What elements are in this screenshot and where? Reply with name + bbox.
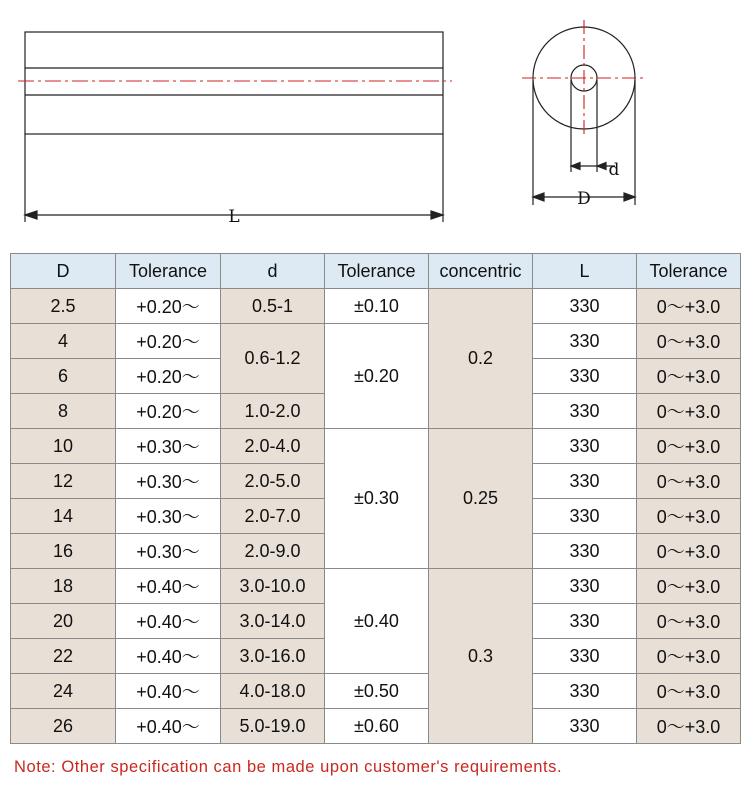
cell-L: 330 [533, 464, 637, 499]
cell-d: 0.6-1.2 [221, 324, 325, 394]
cell-d-tolerance: ±0.50 [325, 674, 429, 709]
cell-D: 8 [11, 394, 116, 429]
header-d: d [221, 254, 325, 289]
cell-D-tolerance: +0.40～ [116, 674, 221, 709]
header-concentric: concentric [429, 254, 533, 289]
specification-table [10, 253, 741, 744]
cell-d-tolerance: ±0.60 [325, 709, 429, 744]
cell-D-tolerance: +0.20～ [116, 289, 221, 324]
outer-diameter-label: D [577, 189, 591, 209]
table-row [11, 709, 741, 744]
technical-drawing [0, 0, 750, 250]
table-row [11, 674, 741, 709]
length-arrow-left [25, 211, 37, 219]
cell-d: 3.0-14.0 [221, 604, 325, 639]
header-D: D [11, 254, 116, 289]
end-view-center-lines [522, 20, 646, 136]
cell-L: 330 [533, 324, 637, 359]
inner-arrow-right [597, 163, 606, 170]
cell-D-tolerance: +0.30～ [116, 429, 221, 464]
cell-d: 2.0-7.0 [221, 499, 325, 534]
cell-D: 22 [11, 639, 116, 674]
inner-diameter-label: d [608, 160, 620, 180]
table-row [11, 429, 741, 464]
cell-d: 0.5-1 [221, 289, 325, 324]
cell-D: 20 [11, 604, 116, 639]
side-view [18, 32, 452, 222]
table-header-row [11, 254, 741, 289]
cell-D: 18 [11, 569, 116, 604]
cell-L: 330 [533, 604, 637, 639]
cell-L-tolerance: 0～+3.0 [637, 639, 741, 674]
cell-D: 14 [11, 499, 116, 534]
cell-D-tolerance: +0.40～ [116, 569, 221, 604]
cell-D-tolerance: +0.40～ [116, 709, 221, 744]
cell-D: 10 [11, 429, 116, 464]
cell-L-tolerance: 0～+3.0 [637, 464, 741, 499]
header-L: L [533, 254, 637, 289]
cell-L: 330 [533, 534, 637, 569]
cell-d-tolerance: ±0.40 [325, 569, 429, 674]
header-D-tolerance: Tolerance [116, 254, 221, 289]
cell-D: 12 [11, 464, 116, 499]
length-arrow-right [431, 211, 443, 219]
table-row [11, 324, 741, 359]
customization-note: Note: Other specification can be made upon customer's requirements. [14, 758, 563, 776]
cell-D-tolerance: +0.30～ [116, 534, 221, 569]
cell-L: 330 [533, 359, 637, 394]
cell-concentric: 0.25 [429, 429, 533, 569]
cell-D: 6 [11, 359, 116, 394]
cell-D: 2.5 [11, 289, 116, 324]
cell-L-tolerance: 0～+3.0 [637, 709, 741, 744]
cell-d: 2.0-5.0 [221, 464, 325, 499]
cell-L-tolerance: 0～+3.0 [637, 604, 741, 639]
cell-D-tolerance: +0.30～ [116, 464, 221, 499]
length-label: L [228, 207, 240, 227]
cell-L-tolerance: 0～+3.0 [637, 359, 741, 394]
outer-arrow-right [624, 193, 635, 201]
cell-D: 26 [11, 709, 116, 744]
cell-D-tolerance: +0.30～ [116, 499, 221, 534]
cell-L-tolerance: 0～+3.0 [637, 289, 741, 324]
cell-L-tolerance: 0～+3.0 [637, 569, 741, 604]
header-L-tolerance: Tolerance [637, 254, 741, 289]
cell-D-tolerance: +0.40～ [116, 604, 221, 639]
cell-D-tolerance: +0.20～ [116, 359, 221, 394]
cell-d: 1.0-2.0 [221, 394, 325, 429]
cell-concentric: 0.2 [429, 289, 533, 429]
cell-L-tolerance: 0～+3.0 [637, 429, 741, 464]
table-row [11, 569, 741, 604]
cell-d: 3.0-16.0 [221, 639, 325, 674]
cell-d: 4.0-18.0 [221, 674, 325, 709]
cell-d-tolerance: ±0.20 [325, 324, 429, 429]
cell-d: 2.0-4.0 [221, 429, 325, 464]
cell-L: 330 [533, 394, 637, 429]
cell-L: 330 [533, 289, 637, 324]
cell-L: 330 [533, 499, 637, 534]
cell-D-tolerance: +0.40～ [116, 639, 221, 674]
inner-arrow-left [571, 163, 580, 170]
cell-D-tolerance: +0.20～ [116, 394, 221, 429]
cell-concentric: 0.3 [429, 569, 533, 744]
cell-d: 2.0-9.0 [221, 534, 325, 569]
cell-d: 3.0-10.0 [221, 569, 325, 604]
cell-d: 5.0-19.0 [221, 709, 325, 744]
rod-side-outline [25, 32, 443, 134]
cell-L-tolerance: 0～+3.0 [637, 324, 741, 359]
cell-d-tolerance: ±0.10 [325, 289, 429, 324]
cell-L: 330 [533, 709, 637, 744]
cell-L-tolerance: 0～+3.0 [637, 534, 741, 569]
cell-D: 16 [11, 534, 116, 569]
cell-L-tolerance: 0～+3.0 [637, 499, 741, 534]
cell-D: 24 [11, 674, 116, 709]
cell-d-tolerance: ±0.30 [325, 429, 429, 569]
cell-L: 330 [533, 569, 637, 604]
cell-L: 330 [533, 674, 637, 709]
cell-L: 330 [533, 429, 637, 464]
cell-L-tolerance: 0～+3.0 [637, 394, 741, 429]
cell-L: 330 [533, 639, 637, 674]
outer-arrow-left [533, 193, 544, 201]
cell-D-tolerance: +0.20～ [116, 324, 221, 359]
cell-D: 4 [11, 324, 116, 359]
cell-L-tolerance: 0～+3.0 [637, 674, 741, 709]
header-d-tolerance: Tolerance [325, 254, 429, 289]
table-row [11, 289, 741, 324]
